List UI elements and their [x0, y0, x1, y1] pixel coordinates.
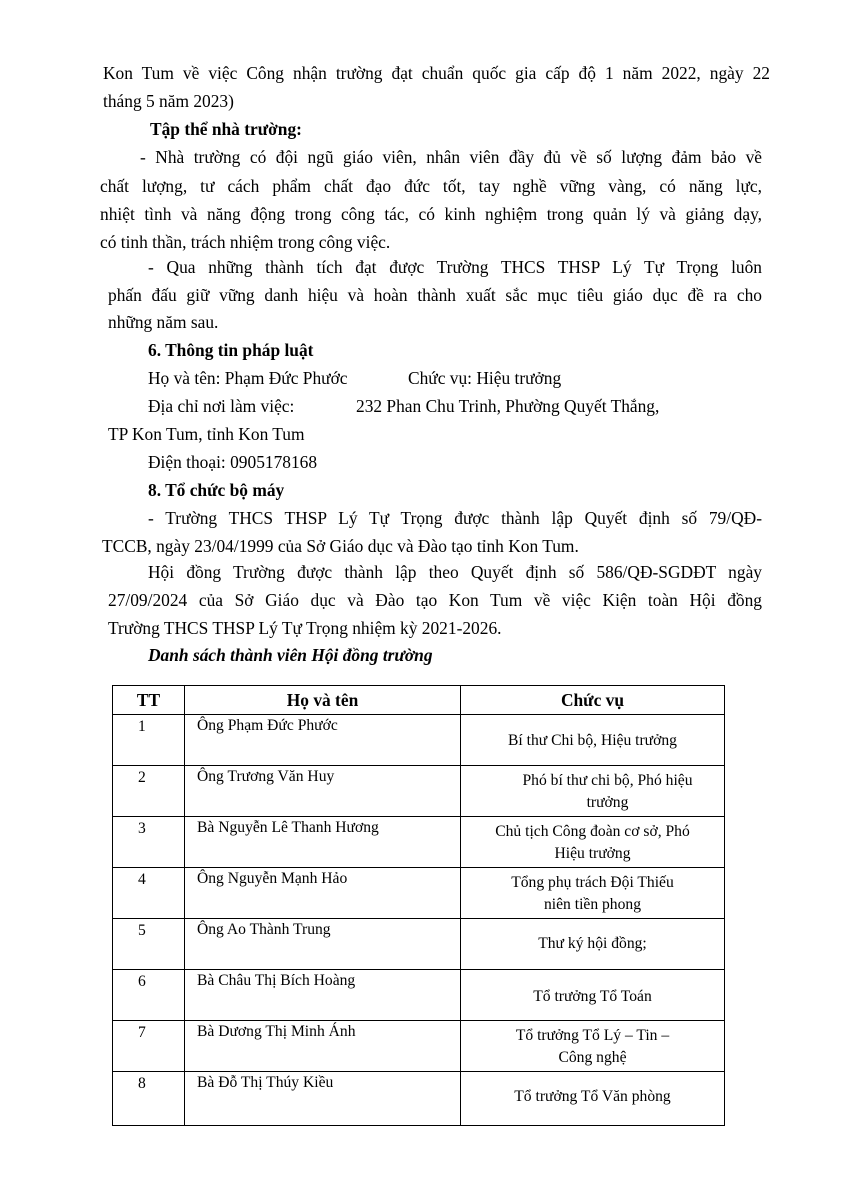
table-row	[113, 970, 725, 1021]
collective-line-5: - Qua những thành tích đạt được Trường THCS THSP Lý Tự Trọng luôn	[148, 257, 762, 277]
legal-phone: Điện thoại: 0905178168	[148, 452, 318, 472]
row-name: Ông Trương Văn Huy	[185, 766, 461, 817]
row-name: Bà Nguyễn Lê Thanh Hương	[185, 817, 461, 868]
row-tt: 3	[113, 817, 185, 868]
row-role: Tổ trưởng Tổ Văn phòng	[461, 1072, 725, 1126]
table-row	[113, 1072, 725, 1126]
legal-heading: 6. Thông tin pháp luật	[148, 340, 314, 360]
row-tt: 6	[113, 970, 185, 1021]
row-name: Bà Dương Thị Minh Ánh	[185, 1021, 461, 1072]
table-header-row	[113, 686, 725, 715]
row-tt: 4	[113, 868, 185, 919]
row-role: Tổ trưởng Tổ Toán	[461, 970, 725, 1021]
legal-position: Chức vụ: Hiệu trưởng	[408, 368, 562, 388]
row-name: Ông Ao Thành Trung	[185, 919, 461, 970]
row-role: Tổng phụ trách Đội Thiếu niên tiền phong	[461, 868, 725, 919]
table-row	[113, 715, 725, 766]
row-tt: 7	[113, 1021, 185, 1072]
header-role: Chức vụ	[461, 686, 725, 715]
row-role: Thư ký hội đồng;	[461, 919, 725, 970]
row-tt: 2	[113, 766, 185, 817]
row-tt: 1	[113, 715, 185, 766]
org-line-1: - Trường THCS THSP Lý Tự Trọng được thành lập Quyết định số 79/QĐ-	[148, 508, 762, 528]
row-tt: 8	[113, 1072, 185, 1126]
collective-line-1: - Nhà trường có đội ngũ giáo viên, nhân viên đầy đủ về số lượng đảm bảo về	[140, 147, 762, 167]
intro-line-1: Kon Tum về việc Công nhận trường đạt chuẩn quốc gia cấp độ 1 năm 2022, ngày 22	[103, 63, 770, 83]
table-row	[113, 817, 725, 868]
legal-name: Họ và tên: Phạm Đức Phước	[148, 368, 348, 388]
collective-line-7: những năm sau.	[108, 312, 219, 332]
collective-line-6: phấn đấu giữ vững danh hiệu và hoàn thành xuất sắc mục tiêu giáo dục đề ra cho	[108, 285, 762, 305]
council-members-table	[112, 685, 725, 1126]
org-heading: 8. Tổ chức bộ máy	[148, 480, 285, 500]
collective-line-2: chất lượng, tư cách phẩm chất đạo đức tốt, tay nghề vững vàng, có năng lực,	[100, 176, 762, 196]
row-role: Phó bí thư chi bộ, Phó hiệu trưởng	[461, 766, 725, 817]
legal-address-cont: TP Kon Tum, tỉnh Kon Tum	[108, 424, 305, 444]
row-tt: 5	[113, 919, 185, 970]
table-row	[113, 919, 725, 970]
collective-line-4: có tinh thần, trách nhiệm trong công việc.	[100, 232, 391, 252]
org-line-5: Trường THCS THSP Lý Tự Trọng nhiệm kỳ 2021-2026.	[108, 618, 502, 638]
table-row	[113, 1021, 725, 1072]
table-row	[113, 766, 725, 817]
collective-heading: Tập thể nhà trường:	[150, 119, 302, 139]
org-line-4: 27/09/2024 của Sở Giáo dục và Đào tạo Kon Tum về việc Kiện toàn Hội đồng	[108, 590, 762, 610]
collective-line-3: nhiệt tình và năng động trong công tác, có kinh nghiệm trong quản lý và giảng dạy,	[100, 204, 762, 224]
council-list-title: Danh sách thành viên Hội đồng trường	[148, 645, 433, 665]
row-name: Ông Nguyễn Mạnh Hảo	[185, 868, 461, 919]
row-role: Chủ tịch Công đoàn cơ sở, Phó Hiệu trưởng	[461, 817, 725, 868]
header-tt: TT	[113, 686, 185, 715]
row-name: Bà Châu Thị Bích Hoàng	[185, 970, 461, 1021]
row-role: Tổ trưởng Tổ Lý – Tin – Công nghệ	[461, 1021, 725, 1072]
intro-line-2: tháng 5 năm 2023)	[103, 91, 234, 111]
org-line-2: TCCB, ngày 23/04/1999 của Sở Giáo dục và Đào tạo tỉnh Kon Tum.	[102, 536, 579, 556]
row-name: Bà Đỗ Thị Thúy Kiều	[185, 1072, 461, 1126]
row-name: Ông Phạm Đức Phước	[185, 715, 461, 766]
header-name: Họ và tên	[185, 686, 461, 715]
table-row	[113, 868, 725, 919]
org-line-3: Hội đồng Trường được thành lập theo Quyết định số 586/QĐ-SGDĐT ngày	[148, 562, 762, 582]
legal-address-value: 232 Phan Chu Trinh, Phường Quyết Thắng,	[356, 396, 660, 416]
row-role: Bí thư Chi bộ, Hiệu trưởng	[461, 715, 725, 766]
legal-address-label: Địa chỉ nơi làm việc:	[148, 396, 295, 416]
